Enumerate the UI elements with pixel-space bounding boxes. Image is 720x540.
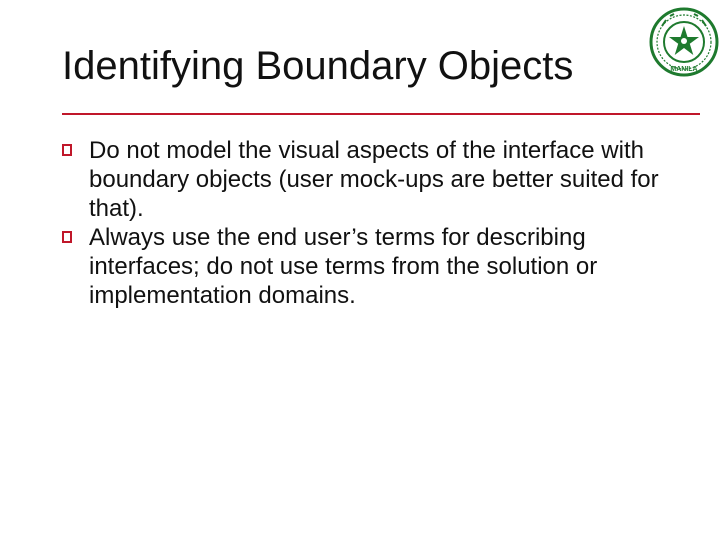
bullet-item <box>62 223 702 310</box>
bullet-text: Do not model the visual aspects of the interface with boundary objects (user mock-ups are better suited for that). <box>89 137 659 222</box>
slide-title: Identifying Boundary Objects <box>62 44 574 88</box>
bullet-list <box>62 136 702 310</box>
logo-text: MANILA <box>670 66 698 73</box>
bullet-marker-icon <box>62 231 72 243</box>
bullet-item <box>62 136 702 223</box>
title-divider <box>62 113 700 115</box>
bullet-text: Always use the end user’s terms for describing interfaces; do not use terms from the solution or implementation domains. <box>89 224 598 309</box>
university-seal-icon <box>648 6 720 78</box>
bullet-marker-icon <box>62 144 72 156</box>
